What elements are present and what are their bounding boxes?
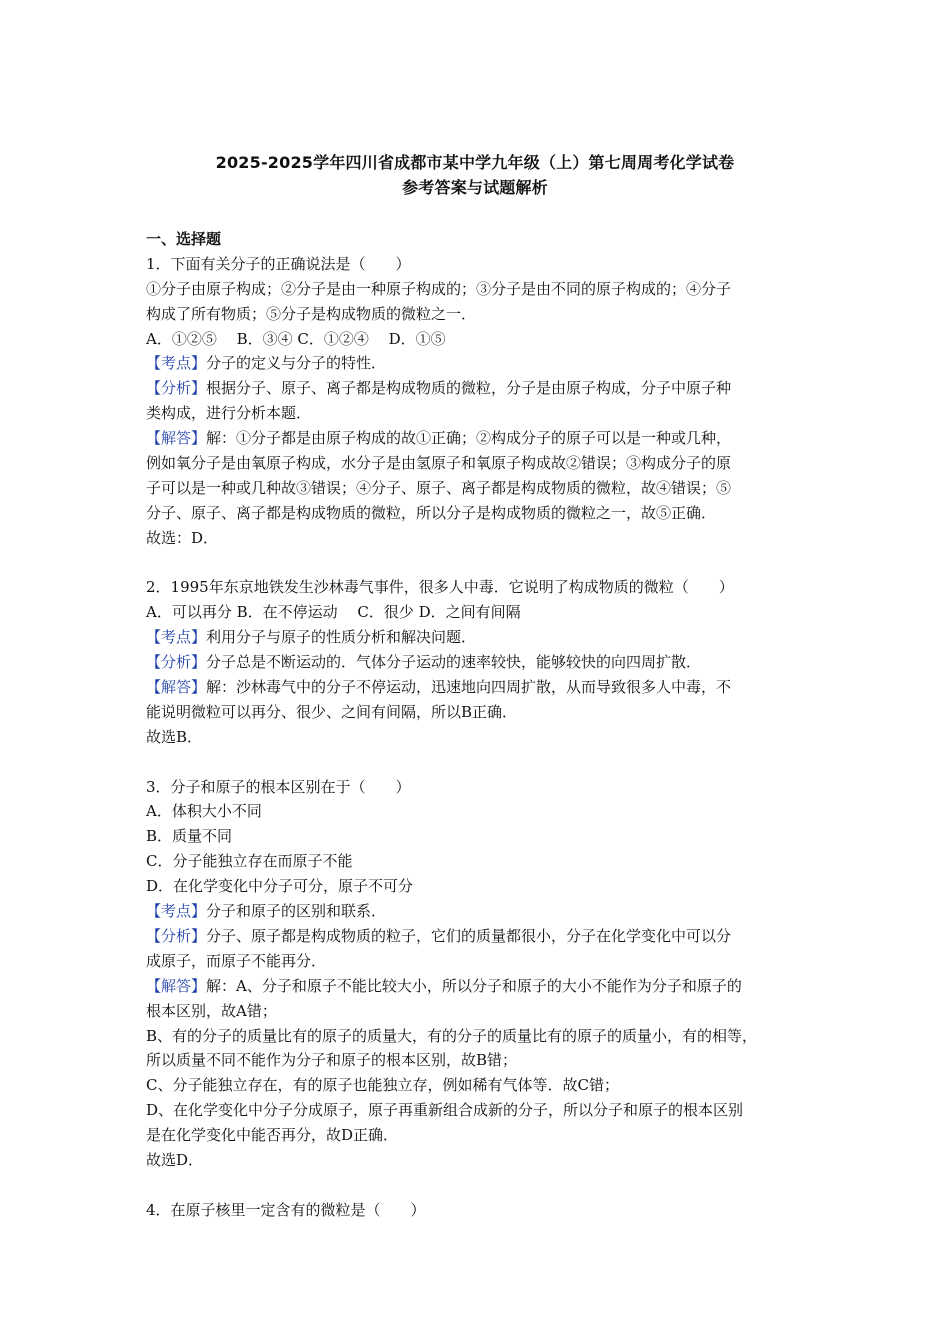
fenxi-line (146, 650, 826, 675)
kaodian-line (146, 899, 826, 924)
kaodian-tag: 【考点】 (146, 902, 207, 921)
question-2 (146, 575, 826, 749)
kaodian-tag: 【考点】 (146, 354, 207, 373)
kaodian-text: 分子和原子的区别和联系． (206, 902, 387, 921)
section-title: 一、选择题 (146, 230, 222, 248)
fenxi-tag: 【分析】 (146, 653, 207, 672)
jieda-text: 解：①分子都是由原子构成的故①正确；②构成分子的原子可以是一种或几种， (206, 429, 732, 448)
jieda-text-cont: 故选D． (146, 1150, 204, 1169)
jieda-tag: 【解答】 (146, 429, 207, 448)
spacer (146, 551, 826, 576)
jieda-text-cont: 所以质量不同不能作为分子和原子的根本区别，故B错； (146, 1051, 518, 1070)
fenxi-text-cont: 类构成，进行分析本题． (146, 404, 312, 423)
kaodian-text: 利用分子与原子的性质分析和解决问题． (206, 628, 477, 647)
jieda-text-cont: D、在化学变化中分子分成原子，原子再重新组合成新的分子，所以分子和原子的根本区别 (146, 1101, 744, 1120)
page-subtitle: 参考答案与试题解析 (402, 178, 548, 197)
fenxi-text: 分子总是不断运动的．气体分子运动的速率较快，能够较快的向四周扩散． (206, 653, 702, 672)
jieda-line (146, 974, 826, 999)
content-body (146, 227, 826, 1223)
jieda-text-cont: 故选B． (146, 727, 203, 746)
jieda-line (146, 675, 826, 700)
jieda-line (146, 426, 826, 451)
jieda-text-cont: 分子、原子、离子都是构成物质的微粒，所以分子是构成物质的微粒之一，故⑤正确． (146, 503, 717, 522)
fenxi-text: 根据分子、原子、离子都是构成物质的微粒，分子是由原子构成，分子中原子种 (206, 379, 732, 398)
jieda-tag: 【解答】 (146, 976, 207, 995)
question-body-line: 构成了所有物质；⑤分子是构成物质的微粒之一． (146, 304, 477, 323)
jieda-text-cont: 例如氧分子是由氧原子构成，水分子是由氢原子和氧原子构成故②错误；③构成分子的原 (146, 454, 732, 473)
options-line: A．①②⑤ B．③④ C．①②④ D．①⑤ (146, 329, 446, 348)
jieda-text-cont: 故选：D． (146, 528, 219, 547)
question-stem: 4．在原子核里一定含有的微粒是（ ） (146, 1200, 426, 1219)
fenxi-line (146, 376, 826, 401)
options-line: A．可以再分 B．在不停运动 C．很少 D．之间有间隔 (146, 603, 521, 622)
question-body-line: ①分子由原子构成；②分子是由一种原子构成的；③分子是由不同的原子构成的；④分子 (146, 279, 732, 298)
kaodian-line (146, 351, 826, 376)
question-3 (146, 775, 826, 1173)
question-stem: 3．分子和原子的根本区别在于（ ） (146, 777, 411, 796)
fenxi-text: 分子、原子都是构成物质的粒子，它们的质量都很小，分子在化学变化中可以分 (206, 926, 732, 945)
question-4 (146, 1198, 826, 1223)
fenxi-text-cont: 成原子，而原子不能再分． (146, 951, 327, 970)
fenxi-line (146, 924, 826, 949)
question-1 (146, 252, 826, 551)
jieda-text-cont: 是在化学变化中能否再分，故D正确． (146, 1126, 399, 1145)
spacer (146, 1173, 826, 1198)
jieda-text-cont: C、分子能独立存在，有的原子也能独立存，例如稀有气体等．故C错； (146, 1076, 619, 1095)
jieda-text-cont: 子可以是一种或几种故③错误；④分子、原子、离子都是构成物质的微粒，故④错误；⑤ (146, 478, 732, 497)
jieda-text-cont: B、有的分子的质量比有的原子的质量大，有的分子的质量比有的原子的质量小，有的相等， (146, 1026, 758, 1045)
option-b: B．质量不同 (146, 827, 233, 846)
page-title: 2025-2025学年四川省成都市某中学九年级（上）第七周周考化学试卷 (215, 153, 735, 172)
spacer (146, 750, 826, 775)
question-stem: 1．下面有关分子的正确说法是（ ） (146, 254, 411, 273)
jieda-text-cont: 能说明微粒可以再分、很少、之间有间隔，所以B正确． (146, 702, 518, 721)
jieda-text-cont: 根本区别，故A错； (146, 1001, 277, 1020)
kaodian-line (146, 625, 826, 650)
jieda-text: 解：A、分子和原子不能比较大小，所以分子和原子的大小不能作为分子和原子的 (206, 976, 742, 995)
kaodian-text: 分子的定义与分子的特性． (206, 354, 387, 373)
jieda-tag: 【解答】 (146, 678, 207, 697)
option-d: D．在化学变化中分子可分，原子不可分 (146, 877, 414, 896)
question-stem: 2．1995年东京地铁发生沙林毒气事件，很多人中毒．它说明了构成物质的微粒（ ） (146, 578, 734, 597)
option-c: C．分子能独立存在而原子不能 (146, 852, 353, 871)
jieda-text: 解：沙林毒气中的分子不停运动，迅速地向四周扩散，从而导致很多人中毒，不 (206, 678, 732, 697)
fenxi-tag: 【分析】 (146, 926, 207, 945)
kaodian-tag: 【考点】 (146, 628, 207, 647)
fenxi-tag: 【分析】 (146, 379, 207, 398)
option-a: A．体积大小不同 (146, 802, 262, 821)
